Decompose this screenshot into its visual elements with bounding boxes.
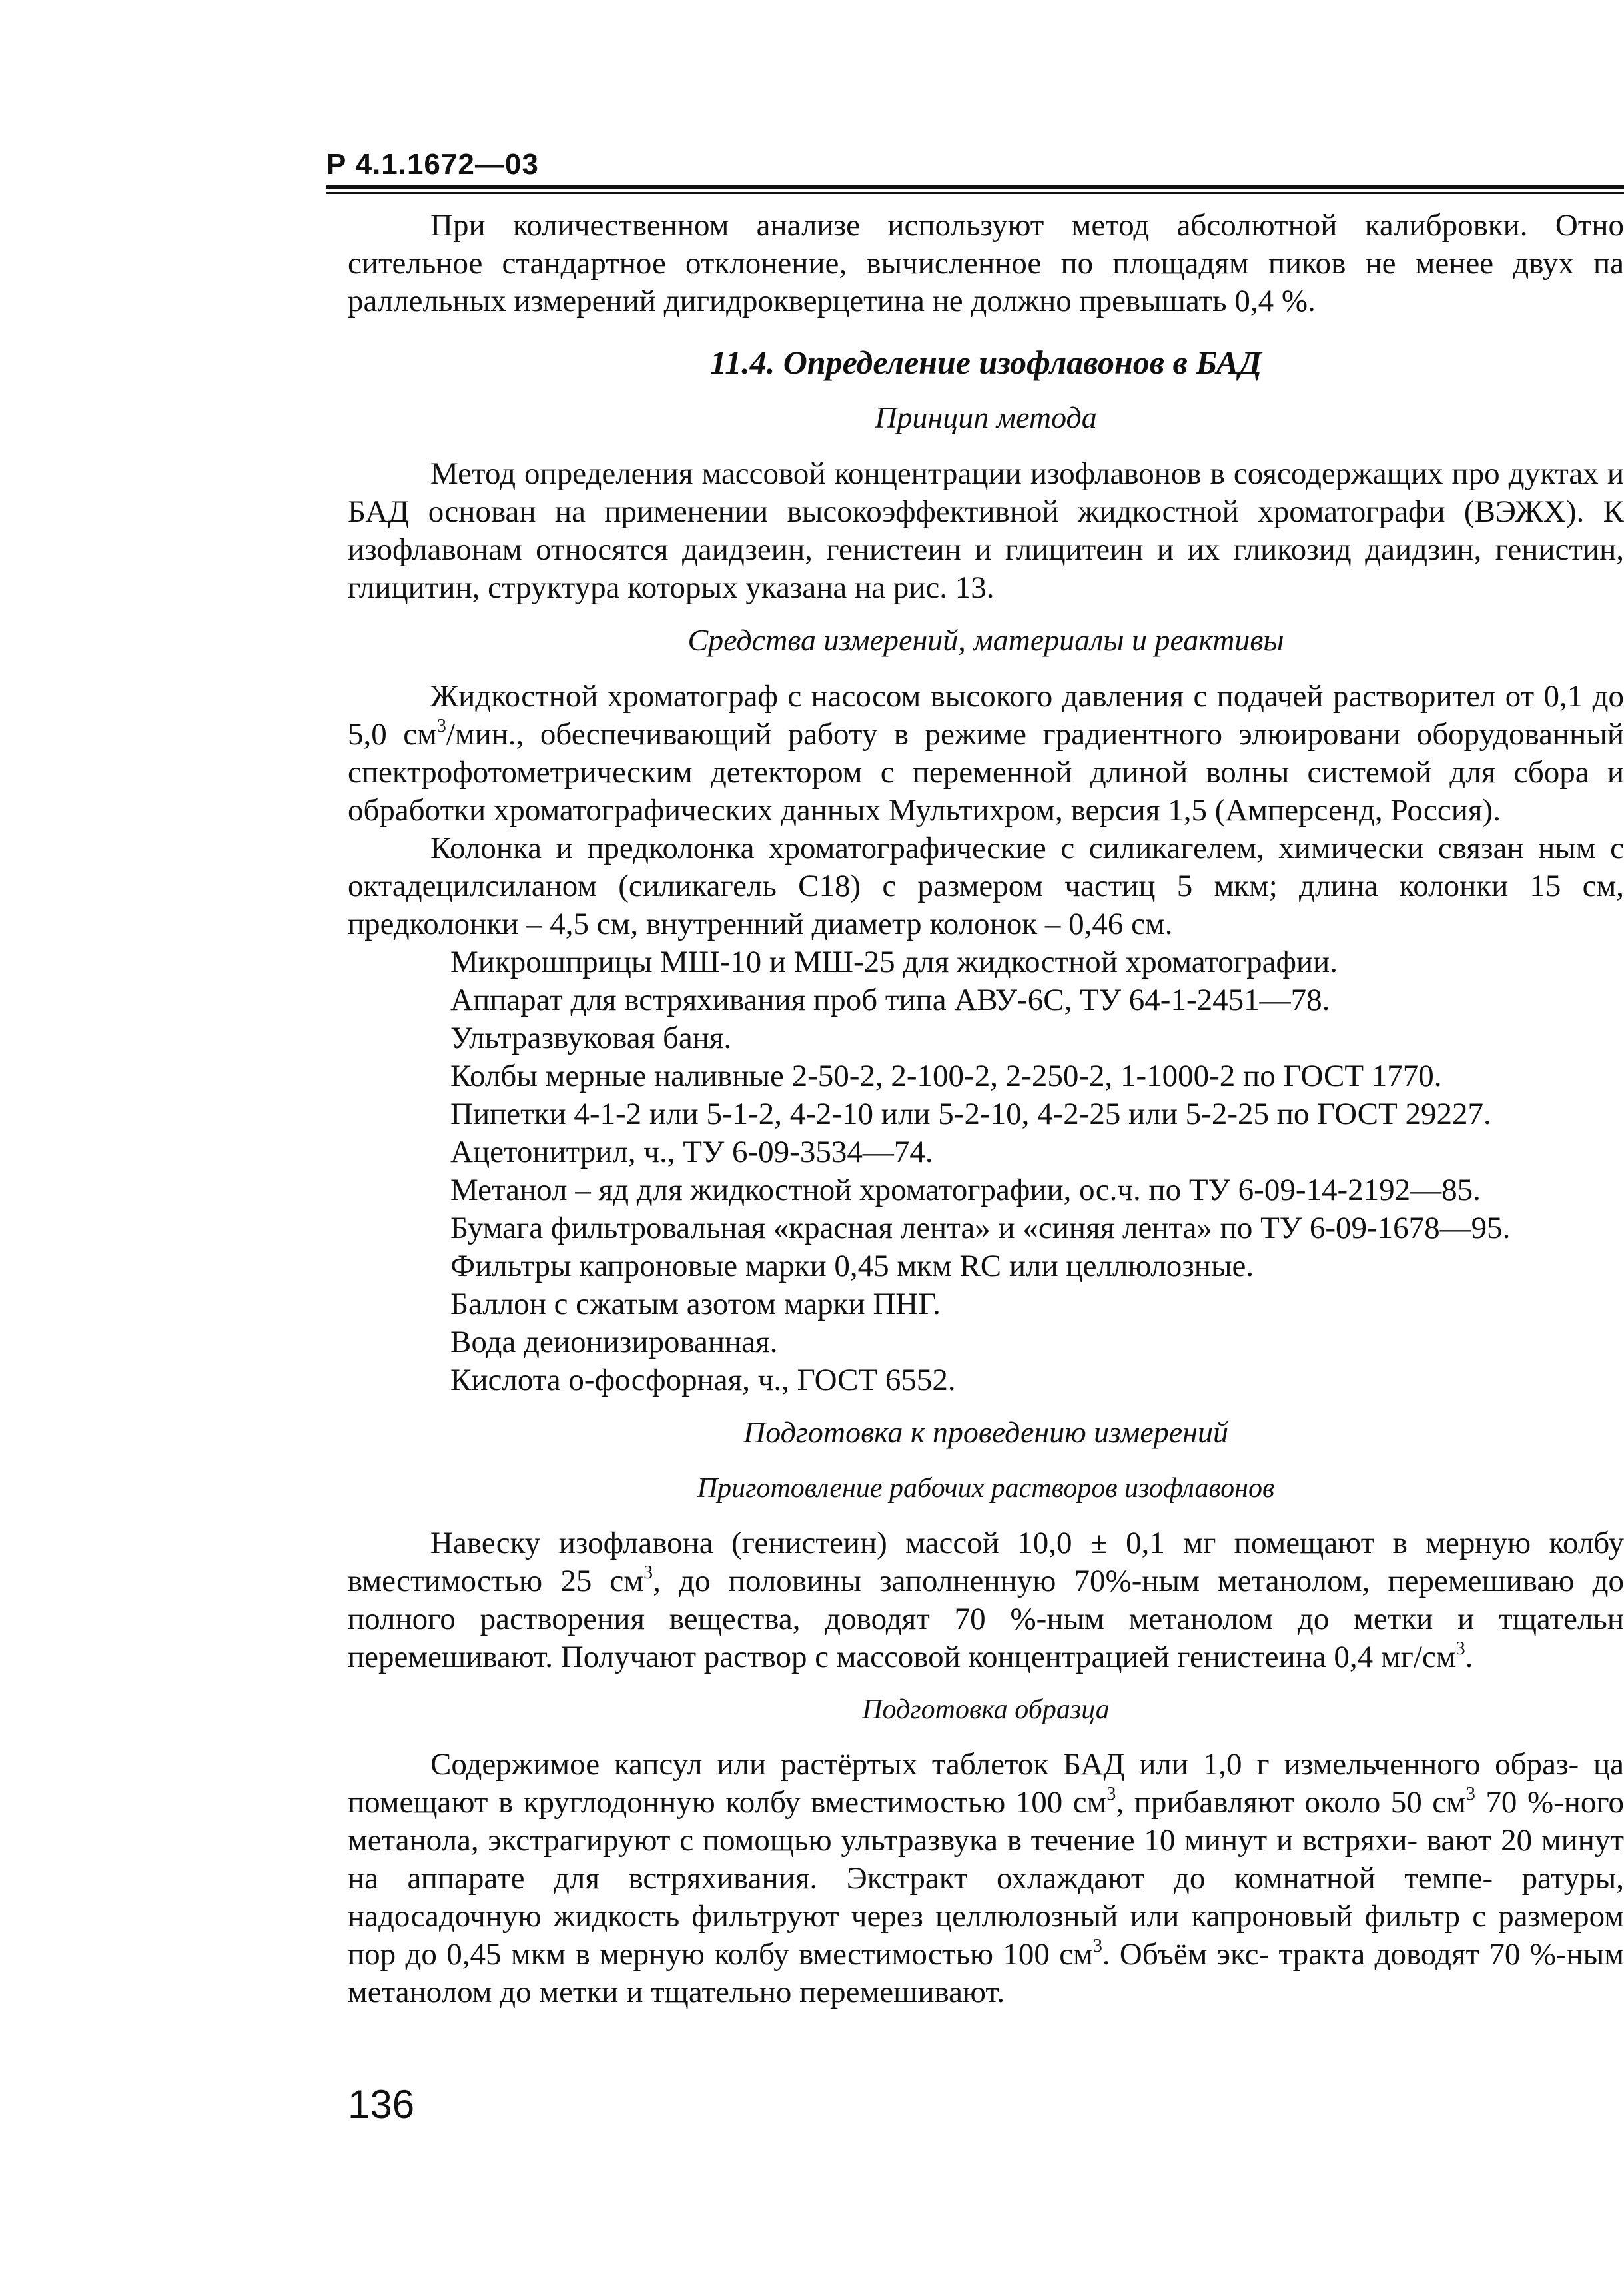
instruments-heading: Средства измерений, материалы и реактивы — [687, 623, 1284, 657]
section-title: 11.4. Определение изофлавонов в БАД — [709, 344, 1262, 381]
list-item: Фильтры капроновые марки 0,45 мкм RC или целлюлозные. — [450, 1249, 1254, 1283]
text-run: Содержимое капсул или растёртых таблеток БАД или 1,0 г измельченного образ- ца помещают в круглодонную колбу вместимостью 100 см — [348, 1747, 1624, 1820]
document-body — [348, 207, 1624, 2011]
principle-heading: Принцип метода — [875, 400, 1097, 434]
list-item: Микрошприцы МШ-10 и МШ-25 для жидкостной хроматографии. — [450, 945, 1338, 979]
document-code: Р 4.1.1672—03 — [326, 148, 539, 181]
page-number: 136 — [348, 2082, 415, 2127]
sample-heading: Подготовка образца — [862, 1694, 1110, 1725]
list-item: Пипетки 4-1-2 или 5-1-2, 4-2-10 или 5-2-10, 4-2-25 или 5-2-25 по ГОСТ 29227. — [450, 1097, 1491, 1131]
superscript: 3 — [1092, 1936, 1102, 1957]
list-item: Метанол – яд для жидкостной хроматографии, ос.ч. по ТУ 6-09-14-2192—85. — [450, 1173, 1481, 1207]
superscript: 3 — [1455, 1638, 1465, 1660]
chromatograph-paragraph — [348, 678, 1624, 830]
text-run: Навеску изофлавона (генистеин) массой 10,0 ± 0,1 мг помещают в мерную колбу вместимостью 25 см — [348, 1526, 1624, 1598]
column-paragraph: Колонка и предколонка хроматографические с силикагелем, химически связан ным с октадецилсиланом (силикагель С18) с размером частиц 5 мкм; длина колонки 15 см, предколонки – 4,5 см, внутренний диаметр колонок – 0,46 см. — [348, 831, 1624, 941]
header-rule-thin — [326, 192, 1624, 194]
text-run: /мин., обеспечивающий работу в режиме градиентного элюировани оборудованный спектрофотометрическим детектором с переменной длиной волны системой для сбора и обработки хроматографических данных Мультихром, версия 1,5 (Амперсенд, Россия). — [348, 717, 1624, 828]
list-item: Ацетонитрил, ч., ТУ 6-09-3534—74. — [450, 1135, 933, 1169]
list-item: Бумага фильтровальная «красная лента» и «синяя лента» по ТУ 6-09-1678—95. — [450, 1211, 1511, 1245]
superscript: 3 — [1106, 1784, 1116, 1805]
text-run: Жидкостной хроматограф с насосом высокого давления с подачей растворител от 0,1 до 5,0 см — [348, 679, 1624, 752]
list-item: Ультразвуковая баня. — [450, 1021, 732, 1055]
list-item: Колбы мерные наливные 2-50-2, 2-100-2, 2-250-2, 1-1000-2 по ГОСТ 1770. — [450, 1059, 1442, 1093]
header-rule-thick — [326, 185, 1624, 189]
list-item: Аппарат для встряхивания проб типа АВУ-6С, ТУ 64-1-2451—78. — [450, 983, 1330, 1017]
superscript: 3 — [643, 1562, 653, 1584]
text-run: . — [1465, 1640, 1473, 1674]
sample-paragraph — [348, 1746, 1624, 2011]
solutions-heading: Приготовление рабочих растворов изофлавонов — [697, 1473, 1275, 1504]
list-item: Вода деионизированная. — [450, 1325, 778, 1359]
solutions-paragraph — [348, 1524, 1624, 1676]
text-run: . Объём экс- тракта доводят 70 %-ным метанолом до метки и тщательно перемешивают. — [348, 1937, 1624, 2009]
preparation-heading: Подготовка к проведению измерений — [743, 1415, 1228, 1449]
list-item: Баллон с сжатым азотом марки ПНГ. — [450, 1287, 941, 1321]
list-item: Кислота о-фосфорная, ч., ГОСТ 6552. — [450, 1363, 956, 1397]
text-run: , до половины заполненную 70%-ным метанолом, перемешиваю до полного растворения вещества, доводят 70 %-ным метанолом до метки и тщательн перемешивают. Получают раствор с массовой концентрацией генистеина 0,4 мг/см — [348, 1564, 1624, 1674]
principle-paragraph: Метод определения массовой концентрации изофлавонов в соясодержащих про дуктах и БАД основан на применении высокоэффективной жидкостной хроматографи (ВЭЖХ). К изофлавонам относятся даидзеин, генистеин и глицитеин и их гликозид даидзин, генистин, глицитин, структура которых указана на рис. 13. — [348, 456, 1624, 605]
text-run: 70 %-ного метанола, экстрагируют с помощью ультразвука в течение 10 минут и встряхи- вают 20 минут на аппарате для встряхивания. Экстракт охлаждают до комнатной темпе- ратуры, надосадочную жидкость фильтруют через целлюлозный или капроновый фильтр с размером пор до 0,45 мкм в мерную колбу вместимостью 100 см — [348, 1785, 1624, 1972]
superscript: 3 — [1465, 1784, 1475, 1805]
text-run: , прибавляют около 50 см — [1116, 1785, 1466, 1820]
superscript: 3 — [436, 716, 446, 737]
intro-paragraph: При количественном анализе используют метод абсолютной калибровки. Отно сительное стандартное отклонение, вычисленное по площадям пиков не менее двух па раллельных измерений дигидрокверцетина не должно превышать 0,4 %. — [348, 208, 1624, 318]
